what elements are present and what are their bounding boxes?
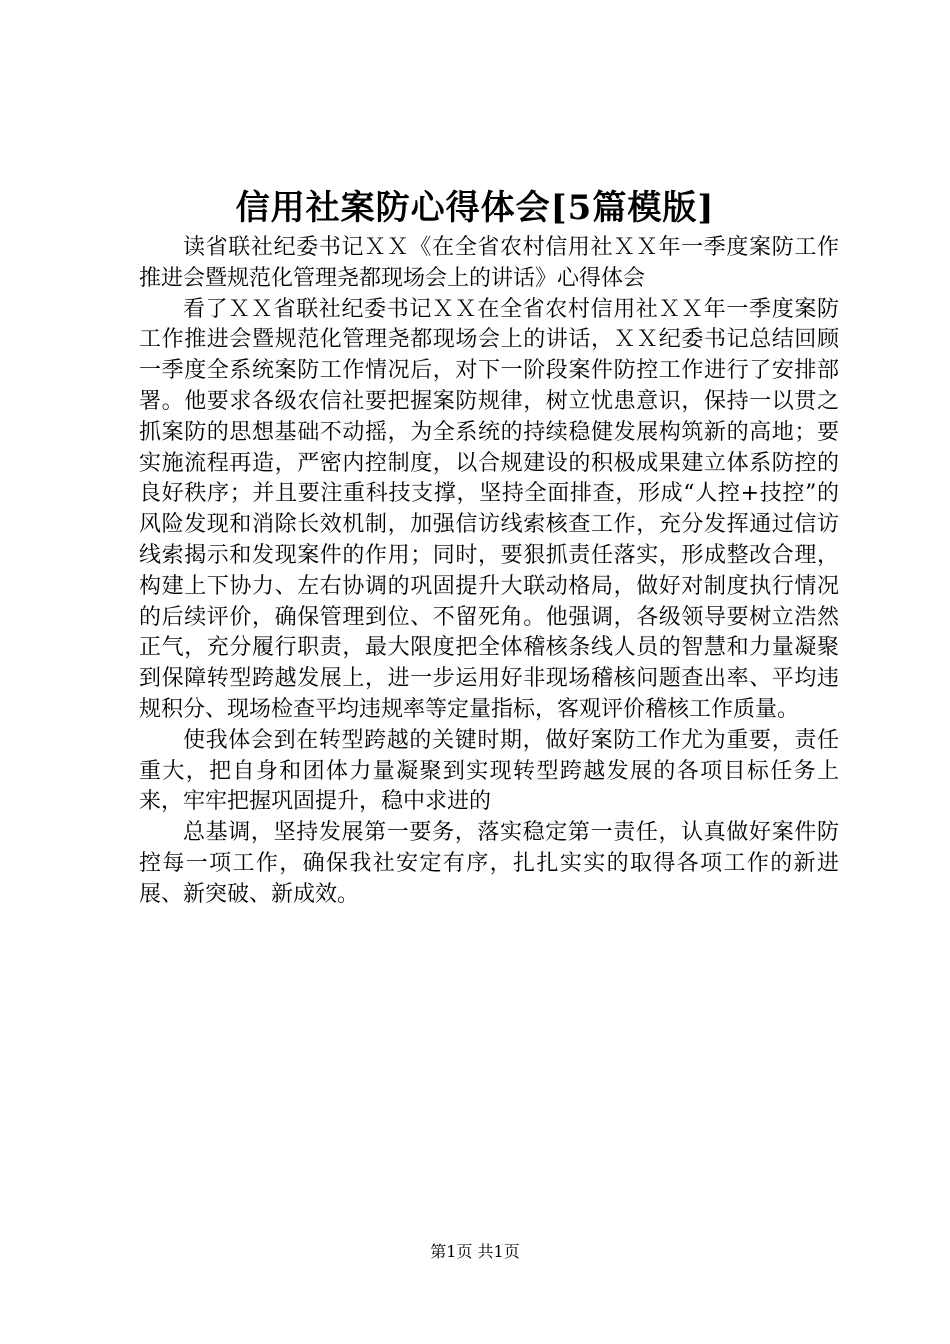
paragraph-heading: 读省联社纪委书记ＸＸ《在全省农村信用社ＸＸ年一季度案防工作推进会暨规范化管理尧都现场会上的讲话》心得体会 — [139, 235, 839, 291]
document-title: 信用社案防心得体会[5篇模版] — [235, 188, 715, 228]
document-body — [139, 233, 839, 911]
paragraph-main: 看了ＸＸ省联社纪委书记ＸＸ在全省农村信用社ＸＸ年一季度案防工作推进会暨规范化管理尧都现场会上的讲话，ＸＸ纪委书记总结回顾一季度全系统案防工作情况后，对下一阶段案件防控工作进行了安排部署。他要求各级农信社要把握案防规律，树立忧患意识，保持一以贯之抓案防的思想基础不动摇，为全系统的持续稳健发展构筑新的高地；要实施流程再造，严密内控制度，以合规建设的积极成果建立体系防控的良好秩序；并且要注重科技支撑，坚持全面排查，形成“人控+技控”的风险发现和消除长效机制，加强信访线索核查工作，充分发挥通过信访线索揭示和发现案件的作用；同时，要狠抓责任落实，形成整改合理，构建上下协力、左右协调的巩固提升大联动格局，做好对制度执行情况的后续评价，确保管理到位、不留死角。他强调，各级领导要树立浩然正气，充分履行职责，最大限度把全体稽核条线人员的智慧和力量凝聚到保障转型跨越发展上，进一步运用好非现场稽核问题查出率、平均违规积分、现场检查平均违规率等定量指标，客观评价稽核工作质量。 — [139, 296, 839, 722]
paragraph-conclusion: 总基调，坚持发展第一要务，落实稳定第一责任，认真做好案件防控每一项工作，确保我社安定有序，扎扎实实的取得各项工作的新进展、新突破、新成效。 — [139, 820, 839, 907]
paragraph-reflection: 使我体会到在转型跨越的关键时期，做好案防工作尤为重要，责任重大，把自身和团体力量凝聚到实现转型跨越发展的各项目标任务上来，牢牢把握巩固提升，稳中求进的 — [139, 727, 839, 815]
page-footer: 第1页 共1页 — [430, 1242, 520, 1261]
